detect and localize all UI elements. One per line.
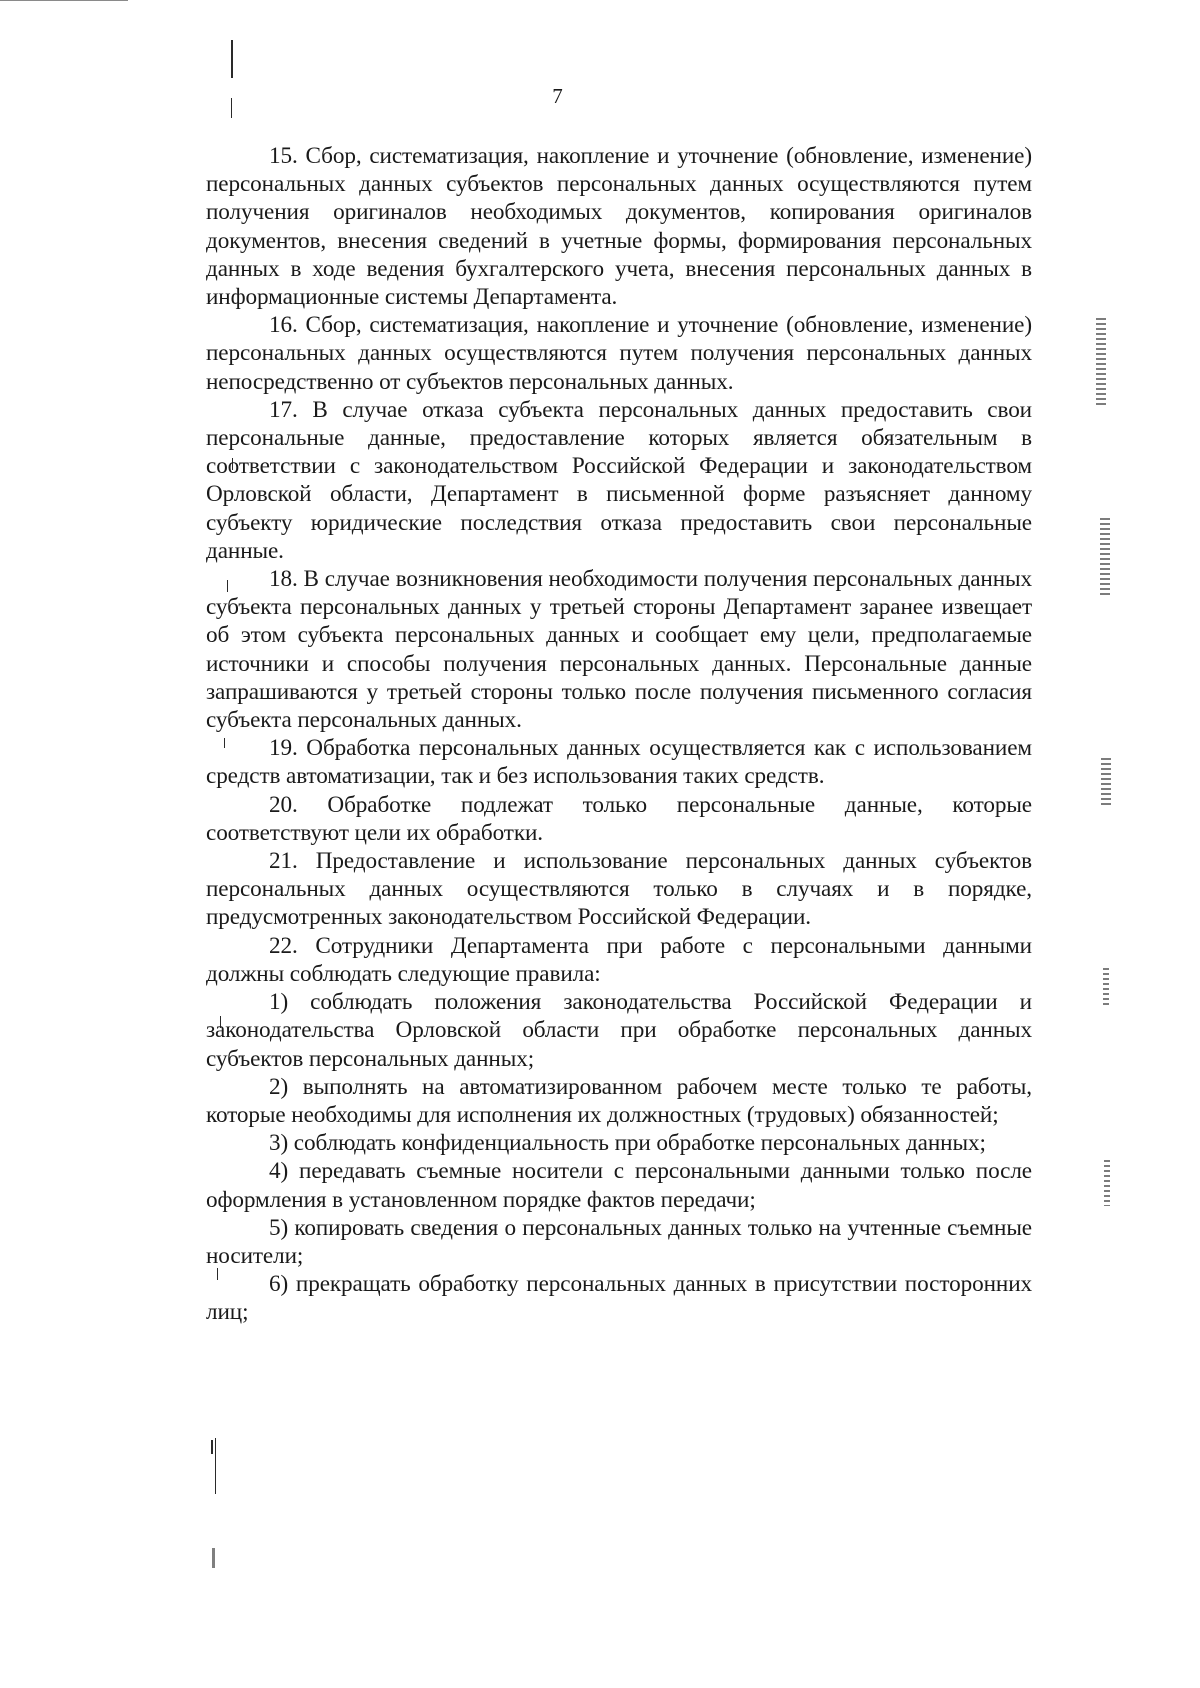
scan-speck bbox=[1104, 1160, 1110, 1206]
margin-mark bbox=[212, 1548, 215, 1568]
rule-item-4: 4) передавать съемные носители с персональными данными только после оформления в установленном порядке фактов передачи; bbox=[206, 1158, 1032, 1213]
rule-item-3: 3) соблюдать конфиденциальность при обработке персональных данных; bbox=[269, 1130, 986, 1157]
paragraph-21: 21. Предоставление и использование персональных данных субъектов персональных данных осуществляются только в случаях и в порядке, предусмотренных законодательством Российской Федерации. bbox=[206, 848, 1032, 931]
scan-speck bbox=[1100, 518, 1110, 598]
scan-speck bbox=[1096, 318, 1106, 408]
paragraph-17: 17. В случае отказа субъекта персональных данных предоставить свои персональные данные, предоставление которых является обязательным в соответствии с законодательством Российской Федерации и законодательством Орловской области, Департамент в письменной форме разъясняет данному субъекту юридические последствия отказа предоставить свои персональные данные. bbox=[206, 396, 1032, 564]
rule-item-1: 1) соблюдать положения законодательства Российской Федерации и законодательства Орловской области при обработке персональных данных субъектов персональных данных; bbox=[206, 989, 1032, 1072]
paragraph-16: 16. Сбор, систематизация, накопление и уточнение (обновление, изменение) персональных данных осуществляются путем получения персональных данных непосредственно от субъектов персональных данных. bbox=[206, 312, 1032, 395]
paragraph-15: 15. Сбор, систематизация, накопление и уточнение (обновление, изменение) персональных данных субъектов персональных данных осуществляются путем получения оригиналов необходимых документов, копирования оригиналов документов, внесения сведений в учетные формы, формирования персональных данных в ходе ведения бухгалтерского учета, внесения персональных данных в информационные системы Департамента. bbox=[206, 143, 1032, 311]
rule-item-2: 2) выполнять на автоматизированном рабочем месте только те работы, которые необходимы для исполнения их должностных (трудовых) обязанностей; bbox=[206, 1073, 1032, 1128]
document-body bbox=[206, 142, 1032, 1327]
margin-mark bbox=[231, 40, 233, 78]
rule-item-6: 6) прекращать обработку персональных данных в присутствии посторонних лиц; bbox=[206, 1271, 1032, 1326]
margin-mark bbox=[215, 1438, 216, 1494]
margin-mark bbox=[211, 1440, 213, 1454]
scan-edge-line bbox=[0, 0, 128, 1]
paragraph-22: 22. Сотрудники Департамента при работе с персональными данными должны соблюдать следующие правила: bbox=[206, 932, 1032, 987]
scan-speck bbox=[1103, 968, 1109, 1008]
paragraph-18: 18. В случае возникновения необходимости получения персональных данных субъекта персональных данных у третьей стороны Департамент заранее извещает об этом субъекта персональных данных и сообщает ему цели, предполагаемые источники и способы получения персональных данных. Персональные данные запрашиваются у третьей стороны только после получения письменного согласия субъекта персональных данных. bbox=[206, 566, 1032, 734]
paragraph-19: 19. Обработка персональных данных осуществляется как с использованием средств автоматизации, так и без использования таких средств. bbox=[206, 735, 1032, 790]
page-number: 7 bbox=[552, 84, 563, 108]
paragraph-20: 20. Обработке подлежат только персональные данные, которые соответствуют цели их обработки. bbox=[206, 791, 1032, 846]
rule-item-5: 5) копировать сведения о персональных данных только на учтенные съемные носители; bbox=[206, 1214, 1032, 1269]
scan-speck bbox=[1101, 758, 1111, 806]
